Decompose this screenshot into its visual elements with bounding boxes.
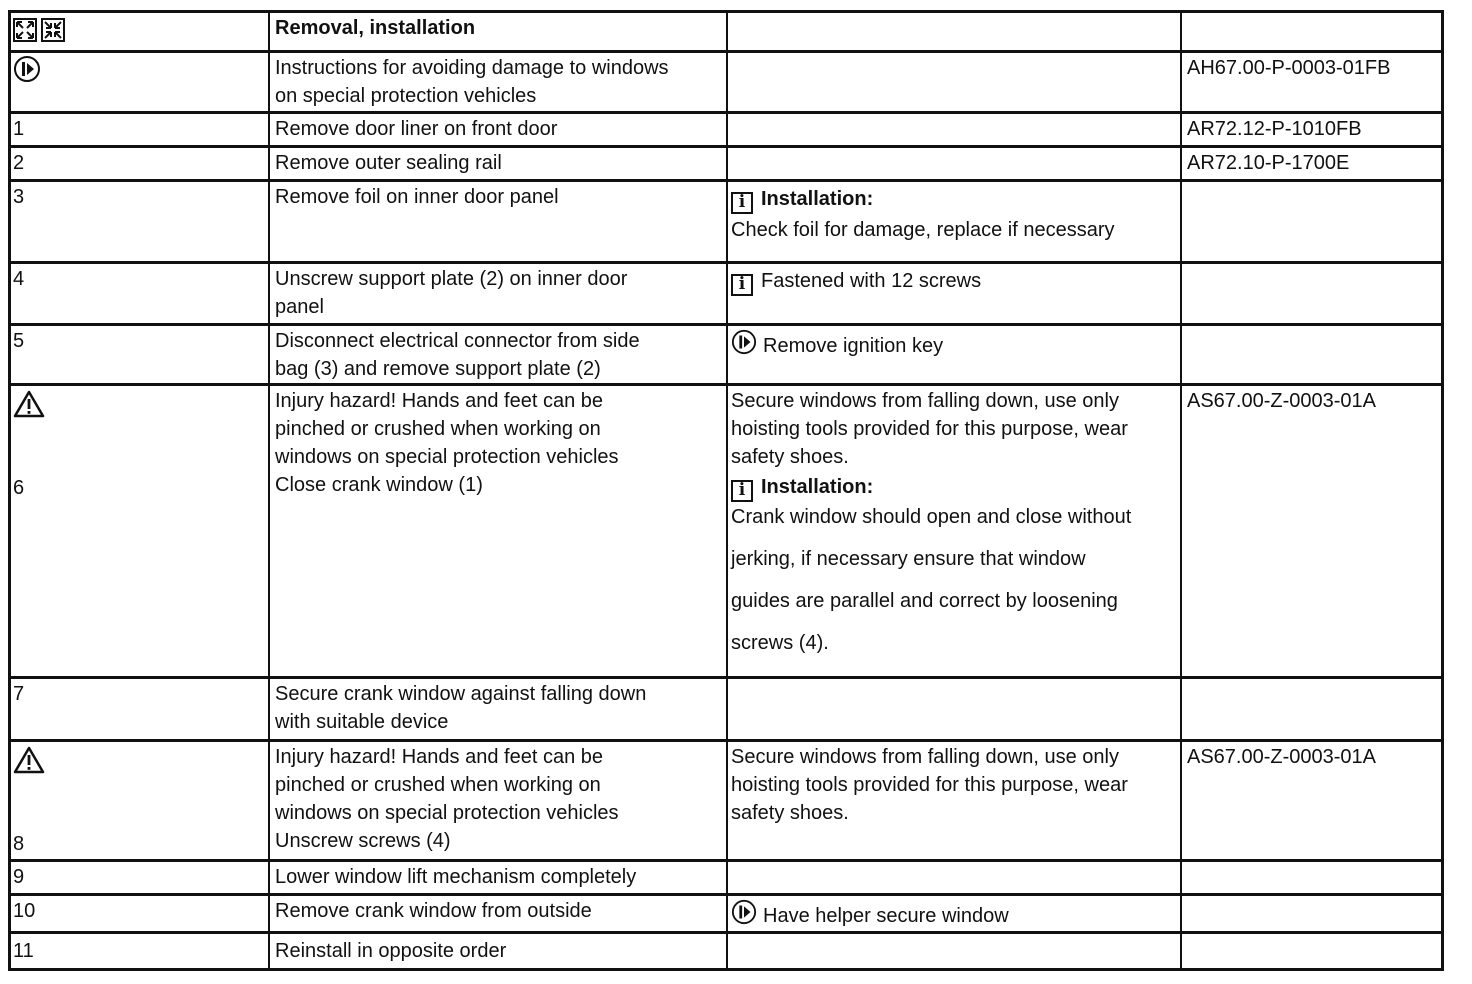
step-number: 8 [13,833,25,855]
header-empty [1182,13,1444,50]
table-row [11,862,1441,893]
note-text: guides are parallel and correct by loosening [731,589,1118,612]
warning-text: windows on special protection vehicles [275,446,619,468]
step-number: 10 [13,900,36,922]
step-action: bag (3) and remove support plate (2) [275,358,601,380]
note-text: Check foil for damage, replace if necessary [731,218,1115,241]
table-row [11,182,1441,261]
note-text: hoisting tools provided for this purpose, wear [731,418,1128,440]
note-text: hoisting tools provided for this purpose, wear [731,774,1128,796]
step-number: 9 [13,866,25,888]
step-action: Unscrew screws (4) [275,830,451,852]
note-text: safety shoes. [731,802,849,824]
note-icon [13,55,41,83]
step-action: Remove door liner on front door [275,118,558,140]
table-row [11,114,1441,145]
warning-text: pinched or crushed when working on [275,418,601,440]
note-text: jerking, if necessary ensure that window [731,547,1086,570]
step-action: Instructions for avoiding damage to windows [275,57,669,79]
step-action: Unscrew support plate (2) on inner door [275,268,628,290]
step-action: Remove outer sealing rail [275,152,502,174]
step-number: 11 [13,940,34,962]
note-text: Fastened with 12 screws [761,270,982,292]
note-text: Remove ignition key [763,335,944,357]
table-row [11,264,1441,323]
table-row [11,742,1441,859]
info-icon: i [731,274,753,296]
header-icons-cell [11,13,268,50]
document-reference[interactable]: AR72.12-P-1010FB [1187,118,1362,140]
warning-text: windows on special protection vehicles [275,802,619,824]
step-action: panel [275,296,324,318]
note-text: Secure windows from falling down, use only [731,390,1119,412]
document-reference[interactable]: AS67.00-Z-0003-01A [1187,390,1377,412]
warning-icon [13,746,45,774]
step-number: 4 [13,268,25,290]
note-text: screws (4). [731,631,829,654]
note-text: safety shoes. [731,446,849,468]
table-row [11,148,1441,179]
document-reference[interactable]: AS67.00-Z-0003-01A [1187,746,1377,768]
step-action: Lower window lift mechanism completely [275,866,637,888]
note-text: Have helper secure window [763,905,1009,927]
step-number: 3 [13,186,25,208]
step-action: Reinstall in opposite order [275,940,507,962]
table-row [11,934,1441,971]
step-number: 6 [13,477,25,499]
table-row [11,679,1441,739]
step-action: Disconnect electrical connector from side [275,330,640,352]
note-text: Crank window should open and close without [731,505,1132,528]
info-icon: i [731,480,753,502]
table-row [11,386,1441,676]
step-action: Remove foil on inner door panel [275,186,559,208]
step-action: Remove crank window from outside [275,900,592,922]
step-number: 5 [13,330,25,352]
header-title: Removal, installation [275,17,476,39]
note-text: Secure windows from falling down, use only [731,746,1119,768]
table-row [11,53,1441,111]
note-icon [731,899,757,925]
note-heading: Installation: [761,188,874,210]
document-reference[interactable]: AH67.00-P-0003-01FB [1187,57,1391,79]
step-action: with suitable device [275,711,449,733]
expand-all-icon[interactable] [13,18,37,42]
step-action: Secure crank window against falling down [275,683,647,705]
warning-text: pinched or crushed when working on [275,774,601,796]
step-action: on special protection vehicles [275,85,537,107]
note-icon [731,329,757,355]
step-number: 2 [13,152,25,174]
warning-text: Injury hazard! Hands and feet can be [275,746,603,768]
warning-icon [13,390,45,418]
note-heading: Installation: [761,476,874,498]
header-empty [728,13,1180,50]
step-action: Close crank window (1) [275,474,483,496]
table-row [11,896,1441,931]
procedure-table [8,10,1444,971]
document-reference[interactable]: AR72.10-P-1700E [1187,152,1350,174]
collapse-all-icon[interactable] [41,18,65,42]
info-icon: i [731,192,753,214]
header-row [11,13,1441,50]
step-number: 7 [13,683,25,705]
step-number: 1 [13,118,25,140]
warning-text: Injury hazard! Hands and feet can be [275,390,603,412]
table-row [11,326,1441,383]
